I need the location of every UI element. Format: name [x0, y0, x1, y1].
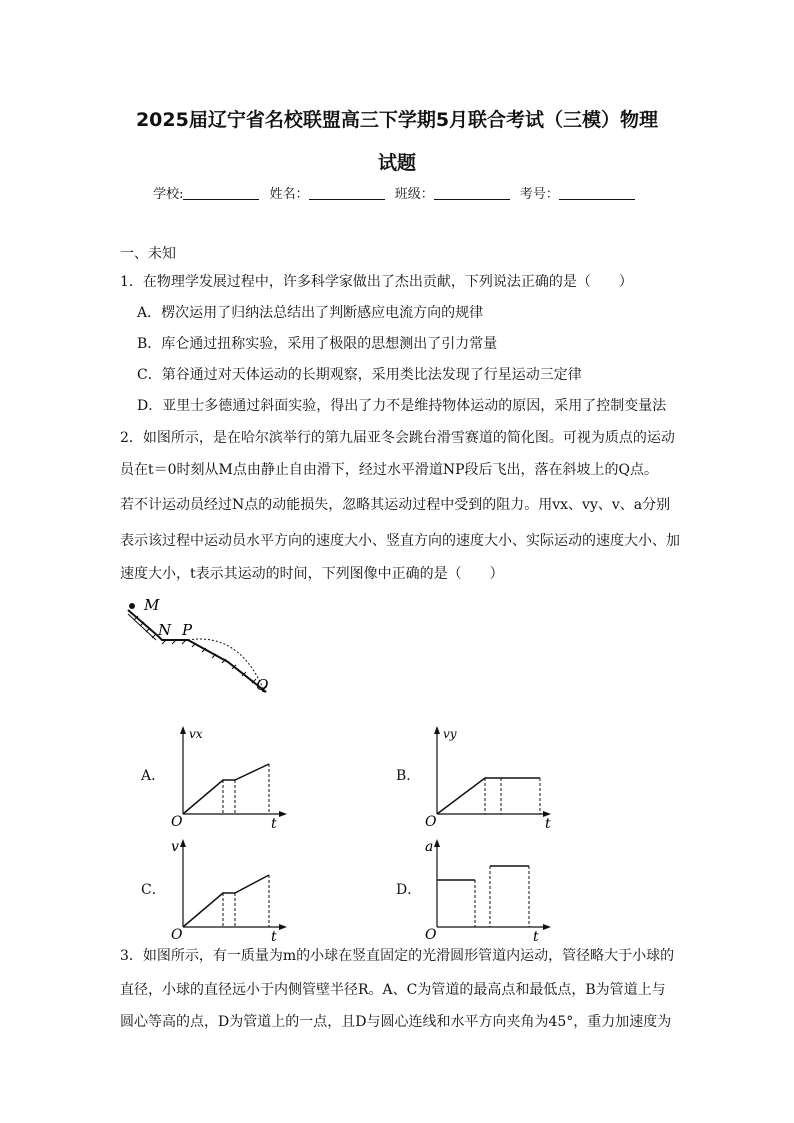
graph-c-origin: O: [171, 927, 183, 943]
graph-a[interactable]: [165, 722, 295, 830]
slope-hatching: [128, 614, 266, 690]
label-q: Q: [256, 676, 269, 694]
q1-stem: 1．在物理学发展过程中，许多科学家做出了杰出贡献，下列说法正确的是（ ）: [120, 274, 633, 290]
graph-b-origin: O: [425, 814, 437, 830]
graph-a-origin: O: [171, 814, 183, 830]
graph-d-y-label: a: [425, 839, 434, 855]
graph-d[interactable]: [419, 835, 559, 943]
graph-a-x-arrow: [279, 811, 287, 817]
graph-b-label: B．: [396, 768, 421, 784]
slope-line: [128, 610, 269, 694]
q3-line-1: 3．如图所示，有一质量为m的小球在竖直固定的光滑圆形管道内运动，管径略大于小球的: [120, 948, 675, 964]
graph-b-y-arrow: [434, 726, 440, 734]
exam-number-blank[interactable]: [559, 187, 635, 200]
class-blank[interactable]: [434, 187, 510, 200]
q2-line-1: 2．如图所示，是在哈尔滨举行的第九届亚冬会跳台滑雪赛道的简化图。可视为质点的运动: [120, 430, 675, 446]
graph-a-y-label: vx: [189, 727, 203, 741]
graph-b[interactable]: [419, 722, 559, 830]
graph-a-curve: [183, 764, 269, 814]
graph-c-x-label: t: [271, 929, 277, 943]
graph-d-origin: O: [425, 927, 437, 943]
section-heading: 一、未知: [120, 246, 176, 262]
class-label: 班级：: [394, 187, 434, 202]
graph-b-y-label: vy: [443, 727, 457, 741]
label-n: N: [158, 621, 172, 639]
graph-a-y-arrow: [180, 726, 186, 734]
q1-option-a: A．楞次运用了归纳法总结出了判断感应电流方向的规律: [137, 305, 484, 321]
q2-line-2: 员在t＝0时刻从M点由静止自由滑下，经过水平滑道NP段后飞出，落在斜坡上的Q点。: [120, 462, 659, 478]
page-title-line1: 2025届辽宁省名校联盟高三下学期5月联合考试（三模）物理: [135, 109, 659, 131]
graph-c-y-label: v: [171, 839, 179, 855]
label-p: P: [182, 621, 193, 639]
ski-jump-figure: [118, 592, 288, 704]
graph-d-y-arrow: [434, 839, 440, 847]
school-blank[interactable]: [183, 187, 259, 200]
q1-option-d: D．亚里士多德通过斜面实验，得出了力不是维持物体运动的原因，采用了控制变量法: [137, 398, 667, 414]
name-label: 姓名：: [269, 187, 309, 202]
graph-d-x-arrow: [543, 924, 551, 930]
label-m: M: [144, 596, 160, 614]
graph-c[interactable]: [165, 835, 295, 943]
page-title-line2: 试题: [377, 152, 416, 174]
graph-d-x-label: t: [533, 929, 539, 943]
graph-c-curve: [183, 875, 269, 927]
q2-line-4: 表示该过程中运动员水平方向的速度大小、竖直方向的速度大小、实际运动的速度大小、加: [120, 533, 680, 549]
name-blank[interactable]: [309, 187, 385, 200]
q3-line-3: 圆心等高的点，D为管道上的一点，且D与圆心连线和水平方向夹角为45°，重力加速度为: [120, 1014, 672, 1030]
graph-b-curve: [437, 778, 540, 814]
q2-line-3: 若不计运动员经过N点的动能损失，忽略其运动过程中受到的阻力。用vx、vy、v、a分别: [120, 497, 671, 513]
graph-a-label: A．: [141, 768, 166, 784]
graph-b-x-label: t: [545, 816, 551, 830]
exam-number-label: 考号：: [519, 187, 559, 202]
q1-option-c: C．第谷通过对天体运动的长期观察，采用类比法发现了行星运动三定律: [137, 367, 582, 383]
skier-icon: [129, 603, 135, 609]
graph-c-x-arrow: [279, 924, 287, 930]
school-label: 学校:: [153, 187, 184, 202]
graph-d-label: D．: [396, 882, 422, 898]
graph-c-label: C．: [141, 882, 166, 898]
q2-line-5: 速度大小，t表示其运动的时间，下列图像中正确的是（ ）: [120, 566, 504, 582]
student-info-row: [0, 183, 794, 202]
graph-a-x-label: t: [271, 816, 277, 830]
q3-line-2: 直径，小球的直径远小于内侧管壁半径R。A、C为管道的最高点和最低点，B为管道上与: [120, 982, 666, 998]
q1-option-b: B．库仑通过扭称实验，采用了极限的思想测出了引力常量: [137, 336, 498, 352]
graph-c-y-arrow: [180, 839, 186, 847]
